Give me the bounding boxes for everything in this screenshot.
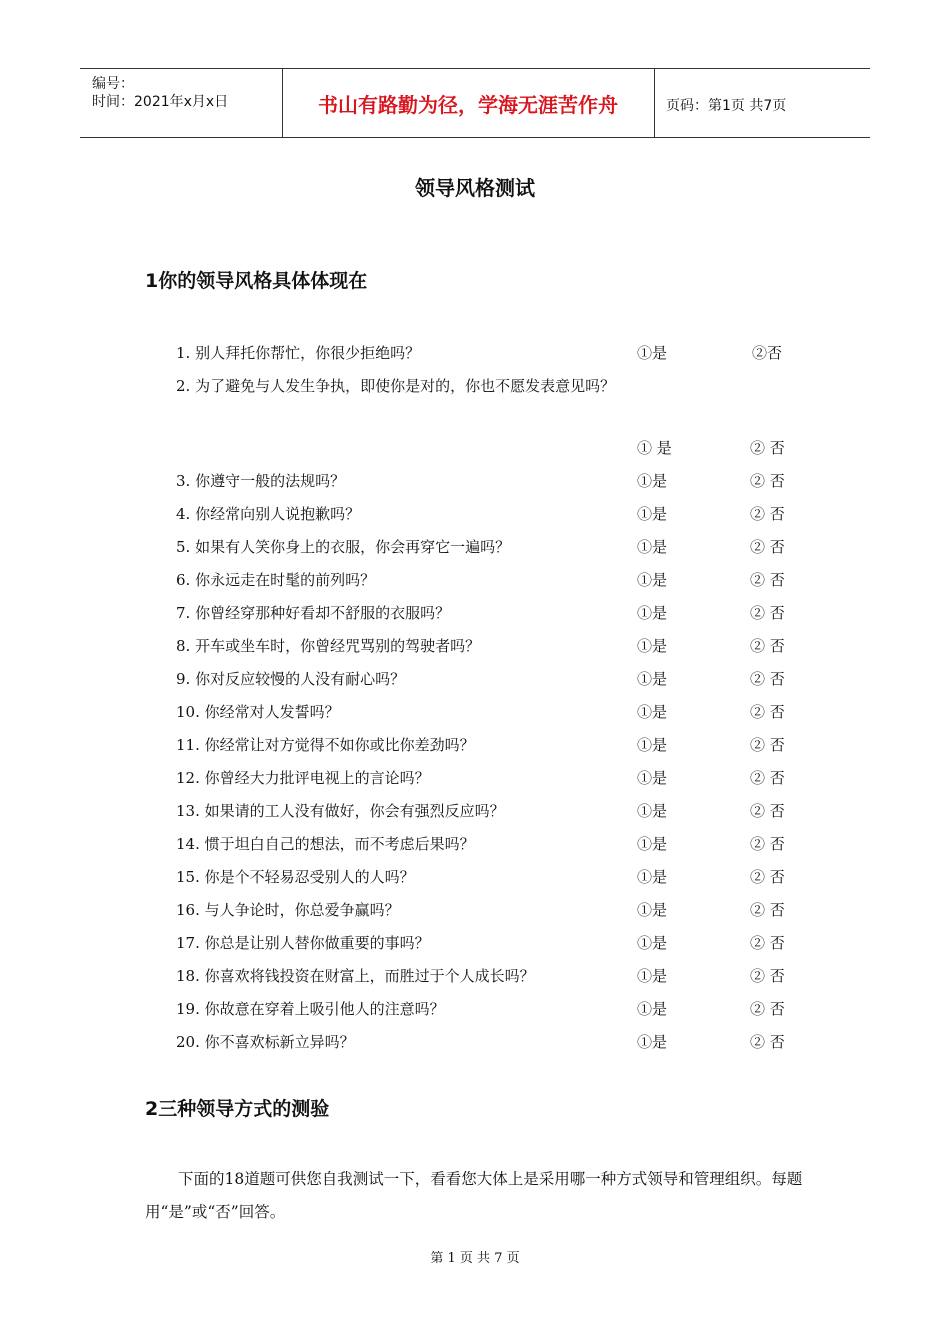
option-yes: ①是 bbox=[637, 736, 668, 754]
option-yes: ①是 bbox=[637, 868, 668, 886]
question-text: 5. 如果有人笑你身上的衣服，你会再穿它一遍吗？ bbox=[176, 538, 511, 556]
option-yes: ①是 bbox=[637, 1000, 668, 1018]
section2-paragraph bbox=[145, 1163, 805, 1229]
question-text: 15. 你是个不轻易忍受别人的人吗？ bbox=[176, 868, 415, 886]
option-yes: ①是 bbox=[637, 967, 668, 985]
option-yes: ①是 bbox=[637, 901, 668, 919]
page-footer: 第 1 页 共 7 页 bbox=[430, 1251, 520, 1266]
option-yes: ①是 bbox=[637, 538, 668, 556]
option-yes: ①是 bbox=[637, 670, 668, 688]
number-label: 编号： bbox=[92, 76, 134, 92]
page-header bbox=[80, 68, 870, 138]
option-no: ②否 bbox=[752, 344, 783, 362]
option-yes: ①是 bbox=[637, 769, 668, 787]
question-text: 18. 你喜欢将钱投资在财富上，而胜过于个人成长吗？ bbox=[176, 967, 535, 985]
option-yes: ①是 bbox=[637, 472, 668, 490]
option-yes: ①是 bbox=[637, 802, 668, 820]
question-text: 4. 你经常向别人说抱歉吗？ bbox=[176, 505, 361, 523]
question-text: 13. 如果请的工人没有做好，你会有强烈反应吗？ bbox=[176, 802, 505, 820]
option-no: ② 否 bbox=[750, 604, 785, 622]
option-no: ② 否 bbox=[750, 835, 785, 853]
question-text: 9. 你对反应较慢的人没有耐心吗？ bbox=[176, 670, 406, 688]
question-text: 2. 为了避免与人发生争执，即使你是对的，你也不愿发表意见吗？ bbox=[176, 377, 616, 395]
question-text: 3. 你遵守一般的法规吗？ bbox=[176, 472, 346, 490]
section1-heading: 1你的领导风格具体体现在 bbox=[145, 270, 368, 292]
option-no: ② 否 bbox=[750, 1000, 785, 1018]
option-no: ② 否 bbox=[750, 934, 785, 952]
option-no: ② 否 bbox=[750, 670, 785, 688]
question-text: 20. 你不喜欢标新立异吗？ bbox=[176, 1033, 355, 1051]
section2-heading: 2三种领导方式的测验 bbox=[145, 1098, 330, 1120]
header-page-label: 页码：第1页 共7页 bbox=[666, 98, 787, 114]
option-no: ② 否 bbox=[750, 736, 785, 754]
option-yes: ①是 bbox=[637, 571, 668, 589]
document-title: 领导风格测试 bbox=[415, 176, 535, 200]
question-text: 11. 你经常让对方觉得不如你或比你差劲吗？ bbox=[176, 736, 475, 754]
option-no: ② 否 bbox=[750, 472, 785, 490]
option-no: ② 否 bbox=[750, 868, 785, 886]
option-yes: ①是 bbox=[637, 934, 668, 952]
option-yes: ①是 bbox=[637, 344, 668, 362]
section2-paragraph-text: 下面的18道题可供您自我测试一下，看看您大体上是采用哪一种方式领导和管理组织。每题用“是”或“否”回答。 bbox=[145, 1170, 803, 1221]
option-yes: ①是 bbox=[637, 835, 668, 853]
question-text: 14. 惯于坦白自己的想法，而不考虑后果吗？ bbox=[176, 835, 475, 853]
time-label: 时间：2021年x月x日 bbox=[92, 94, 229, 110]
option-no: ② 否 bbox=[750, 967, 785, 985]
option-no: ② 否 bbox=[750, 703, 785, 721]
question-text: 6. 你永远走在时髦的前列吗？ bbox=[176, 571, 376, 589]
question-text: 7. 你曾经穿那种好看却不舒服的衣服吗？ bbox=[176, 604, 451, 622]
option-no: ② 否 bbox=[750, 1033, 785, 1051]
header-motto: 书山有路勤为径，学海无涯苦作舟 bbox=[282, 69, 655, 137]
option-no: ② 否 bbox=[750, 571, 785, 589]
option-no: ② 否 bbox=[750, 538, 785, 556]
header-info-cell bbox=[80, 69, 283, 137]
option-no: ② 否 bbox=[750, 439, 785, 457]
option-yes: ①是 bbox=[637, 604, 668, 622]
option-no: ② 否 bbox=[750, 901, 785, 919]
question-text: 8. 开车或坐车时，你曾经咒骂别的驾驶者吗？ bbox=[176, 637, 481, 655]
option-no: ② 否 bbox=[750, 769, 785, 787]
question-text: 17. 你总是让别人替你做重要的事吗？ bbox=[176, 934, 430, 952]
question-text: 1. 别人拜托你帮忙，你很少拒绝吗？ bbox=[176, 344, 421, 362]
option-yes: ①是 bbox=[637, 637, 668, 655]
question-text: 10. 你经常对人发誓吗？ bbox=[176, 703, 340, 721]
option-no: ② 否 bbox=[750, 505, 785, 523]
option-no: ② 否 bbox=[750, 637, 785, 655]
option-yes: ①是 bbox=[637, 703, 668, 721]
option-yes: ①是 bbox=[637, 1033, 668, 1051]
option-yes: ①是 bbox=[637, 505, 668, 523]
option-yes: ① 是 bbox=[637, 439, 672, 457]
question-text: 16. 与人争论时，你总爱争赢吗？ bbox=[176, 901, 400, 919]
option-no: ② 否 bbox=[750, 802, 785, 820]
question-text: 19. 你故意在穿着上吸引他人的注意吗？ bbox=[176, 1000, 445, 1018]
question-text: 12. 你曾经大力批评电视上的言论吗？ bbox=[176, 769, 430, 787]
